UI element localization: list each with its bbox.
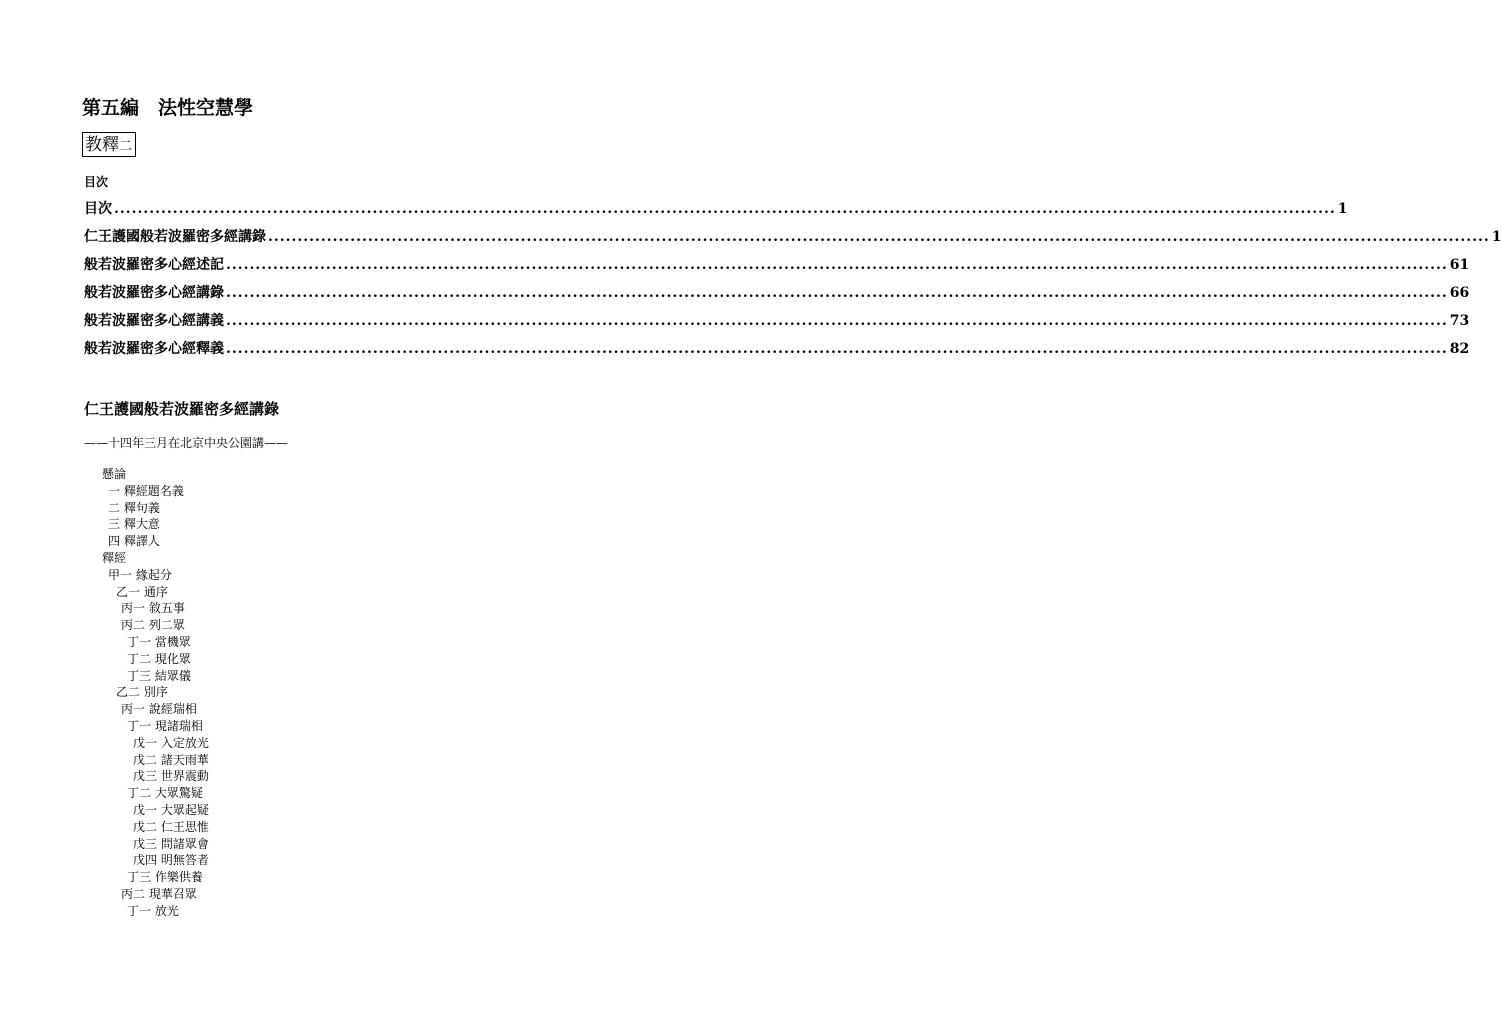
toc-entry-title: 目次: [84, 201, 112, 217]
outline-item: 丁二 現化眾: [127, 651, 191, 666]
part-heading: 第五編 法性空慧學: [82, 97, 254, 119]
outline-item: 戊一 大眾起疑: [133, 803, 209, 817]
outline-item: 丙二 現華召眾: [121, 887, 197, 901]
outline-item: 丁一 現諸瑞相: [127, 719, 203, 733]
toc-entry-title: 般若波羅密多心經講錄: [84, 285, 224, 301]
toc-leader-dots: ................................................................................................................................................................................................................: [114, 201, 1336, 217]
toc-entry-title: 般若波羅密多心經講義: [84, 313, 224, 329]
toc-entry-page: 61: [1449, 257, 1470, 273]
toc-entry[interactable]: [84, 310, 1470, 338]
toc-entry-title: 般若波羅密多心經釋義: [84, 341, 224, 357]
outline-item: 丙二 列二眾: [121, 618, 185, 633]
outline-item: 丁一 放光: [127, 903, 179, 918]
outline-item: 丁三 作樂供養: [127, 870, 203, 885]
outline-item: 丁三 結眾儀: [127, 668, 191, 683]
outline-item: 乙一 通序: [116, 584, 168, 599]
toc-entry-title: 仁王護國般若波羅密多經講錄: [84, 229, 266, 245]
outline-item: 丁一 當機眾: [127, 635, 191, 649]
section-subtitle: ——十四年三月在北京中央公園講——: [84, 436, 289, 450]
section-title: 仁王護國般若波羅密多經講錄: [84, 400, 280, 418]
toc-entry-page: 1: [1491, 229, 1502, 245]
outline-item: 戊三 世界震動: [133, 769, 209, 784]
toc-leader-dots: ................................................................................................................................................................................................................: [226, 257, 1448, 273]
outline-item: 三 釋大意: [108, 517, 160, 532]
boxed-label-sub: 二: [119, 139, 133, 154]
outline-item: 四 釋譯人: [108, 534, 160, 549]
toc-entry[interactable]: [84, 282, 1470, 310]
toc-leader-dots: ................................................................................................................................................................................................................: [226, 285, 1448, 301]
toc-entry[interactable]: [84, 198, 1348, 226]
outline-item: 戊二 仁王思惟: [133, 819, 209, 834]
boxed-label: [82, 132, 136, 157]
toc-leader-dots: ................................................................................................................................................................................................................: [226, 341, 1448, 357]
outline-item: 懸論: [102, 467, 127, 481]
outline-item: 二 釋句義: [108, 500, 160, 515]
outline-item: 丙一 敘五事: [121, 601, 185, 616]
outline-item: 戊三 問諸眾會: [133, 836, 209, 851]
toc-leader-dots: ................................................................................................................................................................................................................: [268, 229, 1490, 245]
outline-item: 丙一 說經瑞相: [121, 702, 197, 717]
outline-item: 戊二 諸天雨華: [133, 752, 209, 767]
toc-entry[interactable]: [84, 254, 1470, 282]
toc-entry[interactable]: [84, 338, 1470, 366]
outline-item: 乙二 別序: [116, 685, 168, 700]
outline-item: 丁二 大眾驚疑: [127, 786, 203, 801]
toc-entry-page: 73: [1449, 313, 1470, 329]
boxed-label-text: 教釋: [85, 135, 119, 155]
toc-caption: 目次: [84, 175, 109, 189]
toc-entry-page: 1: [1337, 201, 1348, 217]
table-of-contents: [84, 198, 1502, 366]
toc-entry-page: 82: [1449, 341, 1470, 357]
toc-entry[interactable]: [84, 226, 1502, 254]
outline-item: 戊四 明無答者: [133, 853, 209, 868]
outline-item: 甲一 緣起分: [108, 567, 172, 582]
toc-entry-page: 66: [1449, 285, 1470, 301]
outline-item: 戊一 入定放光: [133, 735, 209, 750]
outline-item: 一 釋經題名義: [108, 483, 184, 498]
toc-leader-dots: ................................................................................................................................................................................................................: [226, 313, 1448, 329]
outline-item: 釋經: [102, 551, 127, 565]
toc-entry-title: 般若波羅密多心經述記: [84, 257, 224, 273]
